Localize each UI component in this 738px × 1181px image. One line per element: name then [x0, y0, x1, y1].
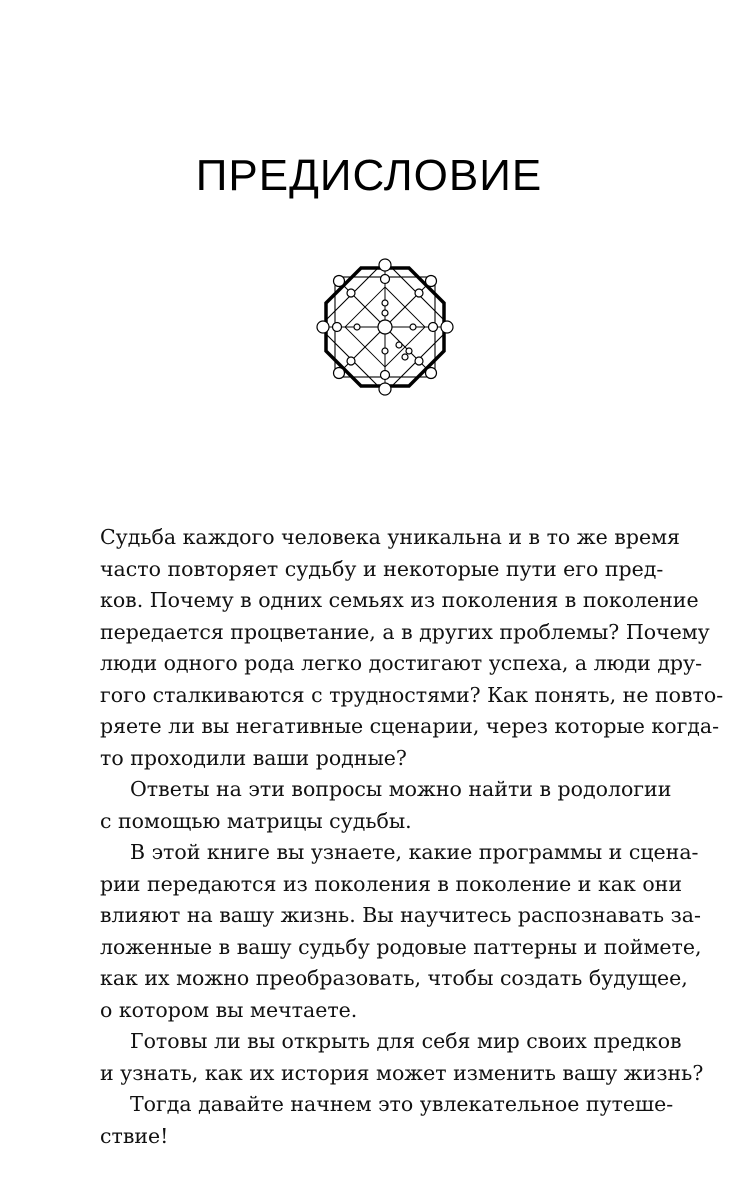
text-line: Готовы ли вы открыть для себя мир своих предков: [130, 1029, 682, 1053]
text-line: передается процветание, а в других проблемы? Почему: [100, 619, 710, 644]
text-line: влияют на вашу жизнь. Вы научитесь распознавать за-: [100, 903, 701, 927]
text-line: о котором вы мечтаете.: [100, 997, 358, 1022]
text-line: то проходили ваши родные?: [100, 745, 407, 770]
text-line: ложенные в вашу судьбу родовые паттерны и поймете,: [100, 934, 702, 959]
text-line: как их можно преобразовать, чтобы создать будущее,: [100, 966, 688, 990]
text-line: с помощью матрицы судьбы.: [100, 808, 412, 833]
text-line: Ответы на эти вопросы можно найти в родологии: [130, 777, 672, 801]
destiny-matrix-octagram-icon: [313, 257, 457, 397]
text-line: часто повторяет судьбу и некоторые пути его пред-: [100, 556, 664, 581]
text-line: Судьба каждого человека уникальна и в то же время: [100, 525, 680, 549]
page-title: ПРЕДИСЛОВИЕ: [195, 151, 543, 201]
text-line: ствие!: [100, 1123, 169, 1148]
paragraph-4: [100, 1026, 704, 1089]
text-line: В этой книге вы узнаете, какие программы и сцена-: [130, 840, 699, 864]
text-line: и узнать, как их история может изменить вашу жизнь?: [100, 1060, 704, 1085]
text-line: Тогда давайте начнем это увлекательное путеше-: [130, 1092, 674, 1116]
paragraph-1: [100, 522, 724, 774]
preface-body: [100, 522, 724, 1152]
text-line: ков. Почему в одних семьях из поколения в поколение: [100, 588, 699, 612]
text-line: гого сталкиваются с трудностями? Как понять, не повто-: [100, 682, 724, 707]
paragraph-3: [100, 837, 702, 1026]
text-line: рии передаются из поколения в поколение и как они: [100, 871, 682, 896]
text-line: люди одного рода легко достигают успеха, а люди дру-: [100, 651, 703, 675]
paragraph-5: [100, 1089, 674, 1152]
text-line: ряете ли вы негативные сценарии, через которые когда-: [100, 714, 720, 738]
paragraph-2: [100, 774, 672, 837]
